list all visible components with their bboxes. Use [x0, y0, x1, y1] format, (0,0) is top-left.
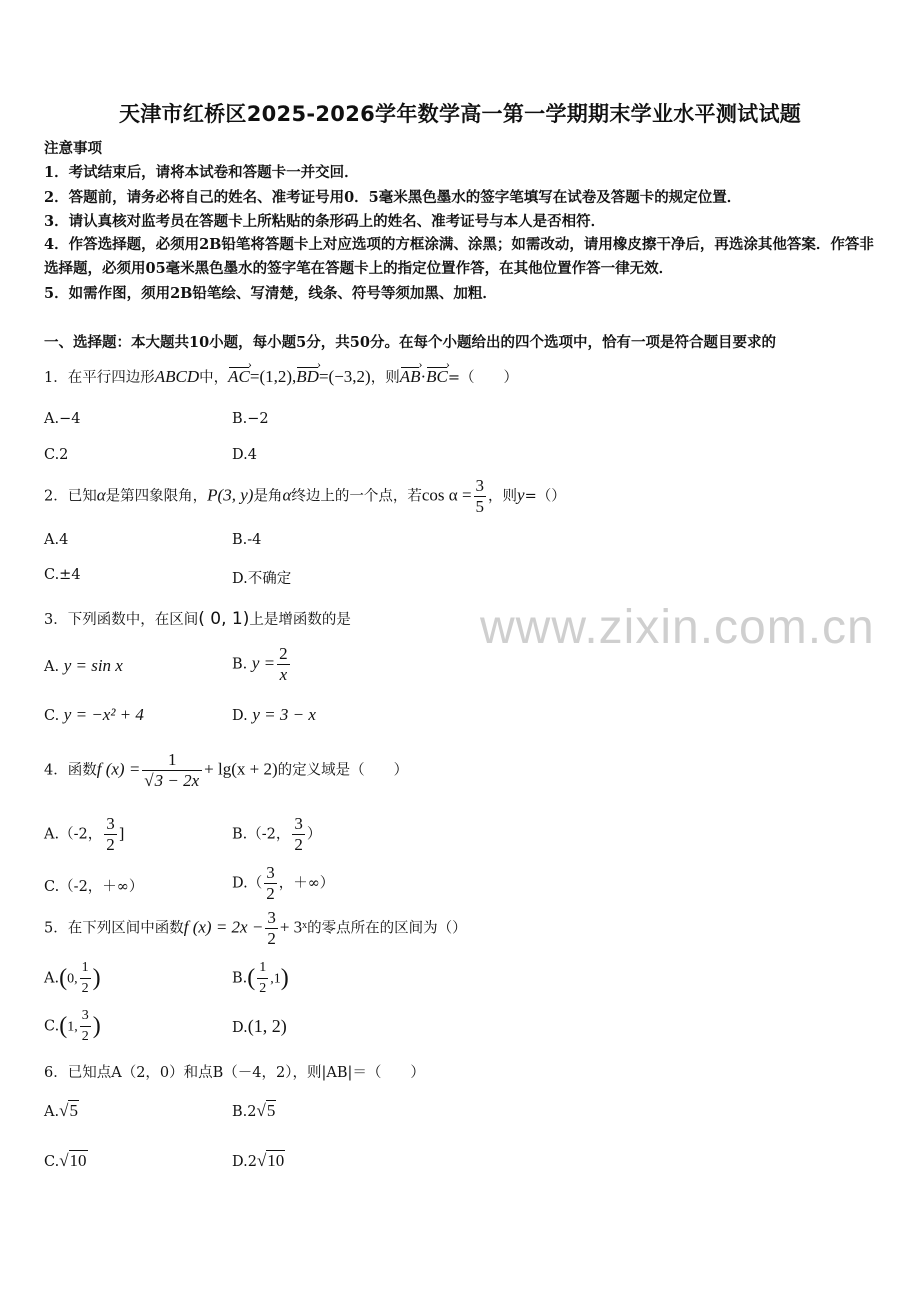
q4-b-num: 3: [294, 814, 303, 833]
q3-b-num: 2: [279, 644, 288, 663]
notice-item-4: 4．作答选择题，必须用2B铅笔将答题卡上对应选项的方框涂满、涂黑；如需改动，请用橡皮擦干净后，再选涂其他答案．作答非选择题，必须用05毫米黑色墨水的签字笔在答题卡上的指定位置作答，在其他位置作答一律无效．: [44, 236, 874, 277]
q4-option-d: [232, 863, 334, 904]
q5-c-fraction: [80, 1006, 91, 1047]
q5-b-fraction: [257, 958, 268, 999]
q4-a-pre: A.（-2，: [44, 826, 103, 843]
q5-b-num: 1: [257, 958, 268, 979]
q3-option-c: [44, 705, 144, 725]
notice-item-2: 2．答题前，请务必将自己的姓名、准考证号用0．5毫米黑色墨水的签字笔填写在试卷及答题卡的规定位置．: [44, 189, 742, 206]
q4-b-post: ）: [306, 826, 322, 843]
q4-rad: 3 − 2x: [154, 771, 200, 790]
q3-b-fraction: [277, 644, 290, 685]
q4-sqrt: √3 − 2x: [144, 771, 200, 790]
q5-option-b: B.( $\frac{1}{2}$ ,1): [232, 958, 289, 999]
q4-end: 的定义域是（ ）: [277, 762, 409, 779]
q2-alpha-2: α: [282, 485, 292, 505]
vector-ac: AC ›: [228, 367, 250, 387]
q6-option-c: [44, 1151, 88, 1171]
q4-num: 1: [142, 750, 202, 771]
q5-a-label: A.: [44, 970, 60, 987]
page-title: 天津市红桥区2025-2026学年数学高一第一学期期末学业水平测试试题: [118, 102, 802, 126]
q3-option-b: [232, 644, 292, 685]
q1-end: =（ ）: [447, 370, 519, 386]
q3-end: 上是增函数的是: [249, 612, 351, 628]
q3-interval: ( 0, 1): [198, 609, 250, 629]
q6-c-rad: 10: [69, 1151, 87, 1170]
q6-option-a: [44, 1101, 79, 1121]
q6-option-b: [232, 1101, 276, 1121]
q2-t4: ，则: [488, 488, 518, 505]
q1-eq2: =(−3,2): [318, 367, 371, 386]
q6-d-label: D.2: [232, 1154, 257, 1170]
q5-option-a: A.(0, $\frac{1}{2}$ ): [44, 958, 101, 999]
q4-d-den: 2: [266, 884, 275, 903]
q4-option-b: [232, 814, 321, 855]
q6-a-rad: 5: [69, 1101, 78, 1120]
q2-end: =（）: [524, 488, 566, 505]
q4-den: [142, 771, 202, 791]
q1-option-c: C.2: [44, 447, 69, 463]
q4-b-fraction: [292, 814, 305, 855]
q4-a-fraction: [104, 814, 117, 855]
q4-a-den: 2: [106, 835, 115, 854]
q5-fraction: [265, 908, 278, 949]
q1-shape: ABCD: [154, 367, 200, 386]
q2-option-b: B.-4: [232, 532, 262, 548]
q1-option-b: B.−2: [232, 411, 269, 427]
q2-cos: cos α =: [421, 485, 472, 505]
q1-pre: 1．在平行四边形: [44, 370, 155, 386]
q1-option-a: A.−4: [44, 411, 81, 427]
q4-b-den: 2: [294, 835, 303, 854]
q2-pre: 2．已知: [44, 488, 97, 505]
q6-a-sqrt: √5: [59, 1101, 78, 1120]
q5-d-label: D.: [232, 1020, 248, 1036]
question-1: [44, 366, 518, 387]
q2-option-a: A.4: [44, 532, 69, 548]
q5-c-num: 3: [80, 1006, 91, 1027]
q5-tail: + 3ˣ: [279, 917, 308, 937]
q5-a-left: 0,: [67, 971, 78, 987]
question-4: [44, 750, 408, 791]
q3-c-expr: y = −x² + 4: [63, 705, 144, 724]
q2-option-d: D.不确定: [232, 571, 292, 587]
q2-den: 5: [475, 497, 485, 516]
q4-b-pre: B.（-2，: [232, 826, 291, 843]
q5-c-den: 2: [81, 1029, 89, 1044]
q4-pre: 4．函数: [44, 762, 97, 779]
vector-bd: BD ›: [296, 367, 319, 387]
notice-item-5: 5．如需作图，须用2B铅笔绘、写清楚，线条、符号等须加黑、加粗．: [44, 285, 497, 302]
q5-num: 3: [267, 908, 276, 927]
question-2: [44, 476, 566, 517]
q5-end: 的零点所在的区间为（）: [307, 920, 467, 937]
q5-fx: f (x) = 2x −: [183, 917, 264, 937]
notice-item-3: 3．请认真核对监考员在答题卡上所粘贴的条形码上的姓名、准考证号与本人是否相符．: [44, 213, 606, 230]
q3-option-d: [232, 705, 316, 725]
q3-b-den: x: [279, 665, 288, 684]
q4-d-post: ，＋∞）: [278, 875, 335, 892]
q4-a-post: ]: [118, 826, 125, 843]
q1-option-d: D.4: [232, 447, 257, 463]
q2-point: P(3, y): [207, 485, 254, 505]
q4-d-pre: D.（: [232, 875, 263, 892]
q2-t1: 是第四象限角，: [105, 488, 208, 505]
q4-a-num: 3: [106, 814, 115, 833]
q6-d-rad: 10: [267, 1151, 285, 1170]
q6-option-d: [232, 1151, 285, 1171]
q5-pre: 5．在下列区间中函数: [44, 920, 184, 937]
q6-c-sqrt: √10: [59, 1151, 87, 1170]
q2-t3: 终边上的一个点，若: [291, 488, 422, 505]
q2-fraction: [474, 476, 487, 517]
q6-c-label: C.: [44, 1154, 60, 1170]
question-6: 6．已知点A（2，0）和点B（－4，2），则|AB|＝（ ）: [44, 1065, 425, 1081]
q3-a-label: A.: [44, 659, 60, 675]
q6-b-rad: 5: [266, 1101, 276, 1120]
q4-fraction: [142, 750, 202, 791]
q5-b-right: ,1: [270, 971, 281, 987]
q5-a-num: 1: [80, 958, 91, 979]
q4-option-c: C.（-2，＋∞）: [44, 879, 144, 895]
vector-ab: AB ›: [400, 367, 421, 387]
q4-d-num: 3: [266, 863, 275, 882]
q3-b-label: B.: [232, 656, 248, 673]
q2-t2: 是角: [253, 488, 283, 505]
q1-then: ，则: [370, 370, 400, 386]
vector-bc: BC ›: [426, 367, 448, 387]
q5-d-expr: (1, 2): [247, 1016, 287, 1036]
q3-option-a: [44, 656, 123, 676]
q3-pre: 3．下列函数中，在区间: [44, 612, 199, 628]
q4-option-a: [44, 814, 124, 855]
notice-heading: 注意事项: [44, 140, 102, 157]
q6-d-sqrt: √10: [256, 1151, 285, 1170]
q5-c-left: 1,: [67, 1019, 78, 1035]
q2-alpha: α: [96, 485, 106, 505]
watermark: www.zixin.com.cn: [480, 601, 875, 654]
notice-item-1: 1．考试结束后，请将本试卷和答题卡一并交回．: [44, 164, 359, 181]
q5-option-c: C.(1, $\frac{3}{2}$ ): [44, 1006, 101, 1047]
q3-c-label: C.: [44, 708, 60, 724]
q5-a-den: 2: [81, 981, 89, 996]
section-heading: 一、选择题：本大题共10小题，每小题5分，共50分。在每个小题给出的四个选项中，恰有一项是符合题目要求的: [44, 334, 776, 351]
q3-a-expr: y = sin x: [63, 656, 123, 675]
q2-num: 3: [475, 476, 485, 495]
q6-b-sqrt: √5: [256, 1101, 276, 1120]
q3-d-expr: y = 3 − x: [252, 705, 316, 724]
q3-b-lhs: y =: [251, 653, 276, 673]
q5-c-label: C.: [44, 1018, 60, 1035]
q1-mid: 中，: [199, 370, 229, 386]
q1-dot: ·: [420, 367, 427, 386]
q1-eq1: =(1,2),: [249, 367, 297, 386]
question-3: [44, 608, 351, 629]
q3-d-label: D.: [232, 708, 248, 724]
q4-plus: + lg(x + 2): [204, 759, 278, 779]
q5-a-fraction: [80, 958, 91, 999]
question-5: [44, 908, 467, 949]
q4-d-fraction: [264, 863, 277, 904]
q5-b-label: B.: [232, 970, 248, 987]
q2-y: y: [517, 485, 525, 505]
q5-option-d: [232, 1016, 287, 1037]
q5-b-den: 2: [259, 981, 267, 996]
q4-fx: f (x) =: [96, 759, 141, 779]
q5-den: 2: [267, 929, 276, 948]
q6-b-label: B.2: [232, 1104, 257, 1120]
q6-a-label: A.: [44, 1104, 60, 1120]
q2-option-c: C.±4: [44, 567, 81, 583]
